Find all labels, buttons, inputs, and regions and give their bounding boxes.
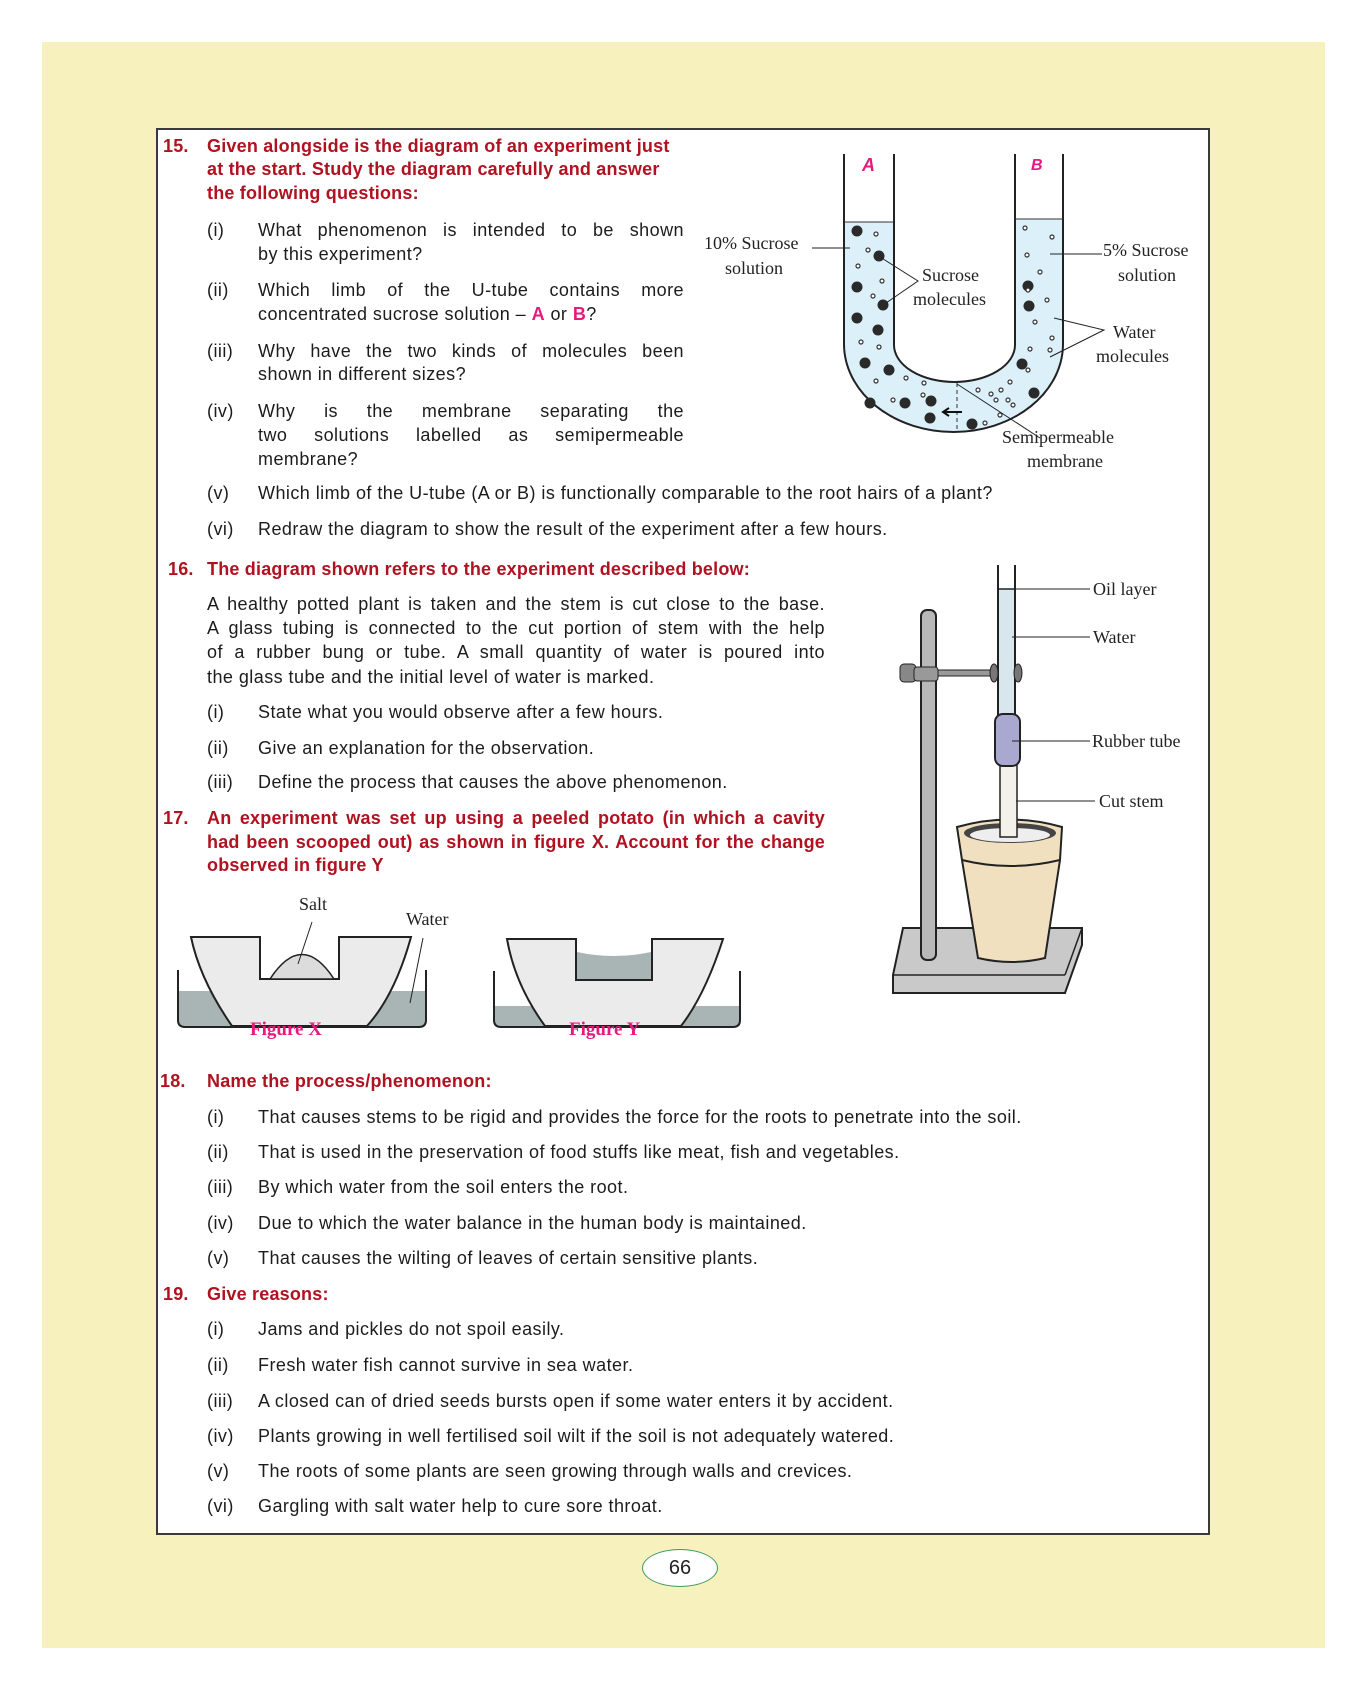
sucrose-molecule <box>873 325 884 336</box>
transpiration-apparatus <box>893 565 1095 993</box>
q17-title: An experiment was set up using a peeled potato (in which a cavity <box>207 808 825 828</box>
q19-item-num: (i) <box>207 1319 225 1339</box>
q16-paragraph: A healthy potted plant is taken and the stem is cut close to the base. <box>207 594 825 614</box>
q18-item-num: (v) <box>207 1248 230 1268</box>
q15-item-num: (iii) <box>207 341 234 361</box>
q16-item-text: State what you would observe after a few hours. <box>258 702 664 722</box>
option-b: B <box>572 304 587 324</box>
water-molecule <box>877 345 881 349</box>
q19-item-text: Plants growing in well fertilised soil wilt if the soil is not adequately watered. <box>258 1426 895 1446</box>
q15-item-text: Which limb of the U-tube (A or B) is functionally comparable to the root hairs of a plant? <box>258 483 993 503</box>
sucrose-molecule <box>1017 359 1028 370</box>
water-molecule <box>922 381 926 385</box>
q15-item-text: two solutions labelled as semipermeable <box>258 425 684 445</box>
clamp-arm <box>936 670 996 676</box>
water-molecule <box>1006 398 1010 402</box>
q15-item-text: Which limb of the U-tube contains more <box>258 280 684 300</box>
sucrose-label: molecules <box>913 289 986 309</box>
question-mark: ? <box>586 304 597 324</box>
water-molecule <box>1008 380 1012 384</box>
option-a: A <box>531 304 546 324</box>
water-molecule <box>983 421 987 425</box>
water-molecule <box>874 379 878 383</box>
q18-item-text: That is used in the preservation of food stuffs like meat, fish and vegetables. <box>258 1142 900 1162</box>
q16-number: 16. <box>168 559 194 579</box>
q18-item-num: (iv) <box>207 1213 234 1233</box>
water-molecule <box>866 248 870 252</box>
sucrose-molecule <box>900 398 911 409</box>
q15-item-text: Why is the membrane separating the <box>258 401 684 421</box>
water-molecule <box>1050 235 1054 239</box>
figure-y-caption: Figure Y <box>569 1019 641 1040</box>
left-solution-label: solution <box>725 258 784 278</box>
q18-item-num: (ii) <box>207 1142 229 1162</box>
water-molecule <box>1038 270 1042 274</box>
sucrose-molecule <box>852 226 863 237</box>
glass-tube <box>998 589 1015 719</box>
water-label: Water <box>1093 627 1136 647</box>
q18-item-num: (i) <box>207 1107 225 1127</box>
or-text: or <box>545 304 573 324</box>
water-molecule <box>871 294 875 298</box>
q15-item-text: shown in different sizes? <box>258 364 467 384</box>
rubber-tube <box>995 714 1020 766</box>
q15-item-text: by this experiment? <box>258 244 423 264</box>
water-molecules-label: Water <box>1113 322 1156 342</box>
q16-item-text: Define the process that causes the above phenomenon. <box>258 772 728 792</box>
water-molecule <box>1028 347 1032 351</box>
q16-paragraph: A glass tubing is connected to the cut portion of stem with the help <box>207 618 825 638</box>
q16-item-text: Give an explanation for the observation. <box>258 738 595 758</box>
water-molecule <box>1048 348 1052 352</box>
sucrose-molecule <box>1024 301 1035 312</box>
q15-item-num: (v) <box>207 483 230 503</box>
sucrose-molecule <box>878 300 889 311</box>
water-molecule <box>904 376 908 380</box>
water-molecule <box>921 393 925 397</box>
water-molecule <box>998 413 1002 417</box>
q19-item-num: (ii) <box>207 1355 229 1375</box>
q15-item-num: (i) <box>207 220 225 240</box>
limb-a-label: A <box>862 155 876 175</box>
q15-item-text: Why have the two kinds of molecules been <box>258 341 684 361</box>
q15-item-num: (vi) <box>207 519 234 539</box>
sucrose-molecule <box>852 282 863 293</box>
q15-item-num: (iv) <box>207 401 234 421</box>
q16-paragraph: the glass tube and the initial level of water is marked. <box>207 667 655 687</box>
q15-item-text: membrane? <box>258 449 359 469</box>
q15-title: Given alongside is the diagram of an experiment just <box>207 136 670 156</box>
sucrose-molecule <box>860 358 871 369</box>
right-solution-label: 5% Sucrose <box>1103 240 1189 260</box>
rubber-tube-label: Rubber tube <box>1092 731 1181 751</box>
q15-title: at the start. Study the diagram carefully and answer <box>207 159 660 179</box>
left-solution-label: 10% Sucrose <box>704 233 799 253</box>
water-molecule <box>856 264 860 268</box>
q19-item-text: Fresh water fish cannot survive in sea water. <box>258 1355 634 1375</box>
salt-label: Salt <box>299 894 328 914</box>
water-molecule <box>874 232 878 236</box>
water-molecules-label: molecules <box>1096 346 1169 366</box>
q19-item-num: (v) <box>207 1461 230 1481</box>
q15-item-text <box>258 303 597 325</box>
water-molecule <box>989 392 993 396</box>
sucrose-molecule <box>925 413 936 424</box>
water-molecule <box>891 398 895 402</box>
q19-item-text: Jams and pickles do not spoil easily. <box>258 1319 565 1339</box>
water-molecule <box>999 388 1003 392</box>
q16-item-num: (ii) <box>207 738 229 758</box>
water-molecule <box>859 340 863 344</box>
limb-b-label: B <box>1031 157 1044 174</box>
q15-item-num: (ii) <box>207 280 229 300</box>
q15-item-text: What phenomenon is intended to be shown <box>258 220 684 240</box>
q19-item-num: (iii) <box>207 1391 234 1411</box>
oil-layer-label: Oil layer <box>1093 579 1157 599</box>
q18-item-text: That causes the wilting of leaves of certain sensitive plants. <box>258 1248 759 1268</box>
water-in-cavity <box>577 952 651 979</box>
q19-item-num: (vi) <box>207 1496 234 1516</box>
q19-item-num: (iv) <box>207 1426 234 1446</box>
sucrose-molecule <box>884 365 895 376</box>
water-molecule <box>1045 298 1049 302</box>
q19-item-text: The roots of some plants are seen growing through walls and crevices. <box>258 1461 853 1481</box>
water-molecule <box>976 388 980 392</box>
water-molecule <box>1026 368 1030 372</box>
q16-title: The diagram shown refers to the experiment described below: <box>207 559 750 579</box>
figure-y-diagram <box>494 939 740 1027</box>
q17-title: had been scooped out) as shown in figure X. Account for the change <box>207 832 825 852</box>
q17-title: observed in figure Y <box>207 855 384 875</box>
water-molecule <box>1011 403 1015 407</box>
right-solution-label: solution <box>1118 265 1177 285</box>
membrane-label: membrane <box>1027 451 1103 471</box>
q19-item-text: A closed can of dried seeds bursts open if some water enters it by accident. <box>258 1391 894 1411</box>
apparatus-leader-lines <box>1012 589 1095 801</box>
figure-x-diagram <box>178 922 426 1027</box>
q19-item-text: Gargling with salt water help to cure sore throat. <box>258 1496 663 1516</box>
q15-number: 15. <box>163 136 189 156</box>
q17-number: 17. <box>163 808 189 828</box>
water-molecule <box>1050 336 1054 340</box>
cut-stem <box>1000 765 1017 837</box>
q18-item-text: By which water from the soil enters the root. <box>258 1177 629 1197</box>
q15-item-text-part: concentrated sucrose solution – <box>258 304 532 324</box>
water-label: Water <box>406 909 449 929</box>
page-number: 66 <box>642 1549 718 1587</box>
water-molecule <box>1026 288 1030 292</box>
q18-item-text: That causes stems to be rigid and provides the force for the roots to penetrate into the soil. <box>258 1107 1022 1127</box>
q15-title: the following questions: <box>207 183 419 203</box>
cut-stem-label: Cut stem <box>1099 791 1164 811</box>
q16-item-num: (iii) <box>207 772 234 792</box>
sucrose-molecule <box>852 313 863 324</box>
sucrose-label: Sucrose <box>922 265 979 285</box>
q15-item-text: Redraw the diagram to show the result of the experiment after a few hours. <box>258 519 888 539</box>
sucrose-molecule <box>874 251 885 262</box>
q18-item-num: (iii) <box>207 1177 234 1197</box>
q18-title: Name the process/phenomenon: <box>207 1071 492 1091</box>
q19-title: Give reasons: <box>207 1284 329 1304</box>
q16-item-num: (i) <box>207 702 225 722</box>
sucrose-molecule <box>1029 388 1040 399</box>
q16-paragraph: of a rubber bung or tube. A small quantity of water is poured into <box>207 642 825 662</box>
stand-rod <box>921 610 936 960</box>
q18-item-text: Due to which the water balance in the human body is maintained. <box>258 1213 807 1233</box>
q18-number: 18. <box>160 1071 186 1091</box>
water-molecule <box>994 398 998 402</box>
water-molecule <box>1025 253 1029 257</box>
figure-x-caption: Figure X <box>250 1019 322 1040</box>
sucrose-molecule <box>967 419 978 430</box>
sucrose-molecule <box>926 396 937 407</box>
salt-mound <box>270 955 334 980</box>
water-molecule <box>880 279 884 283</box>
q19-number: 19. <box>163 1284 189 1304</box>
water-molecule <box>1023 226 1027 230</box>
water-molecule <box>1033 320 1037 324</box>
membrane-label: Semipermeable <box>1002 427 1114 447</box>
sucrose-molecule <box>865 398 876 409</box>
